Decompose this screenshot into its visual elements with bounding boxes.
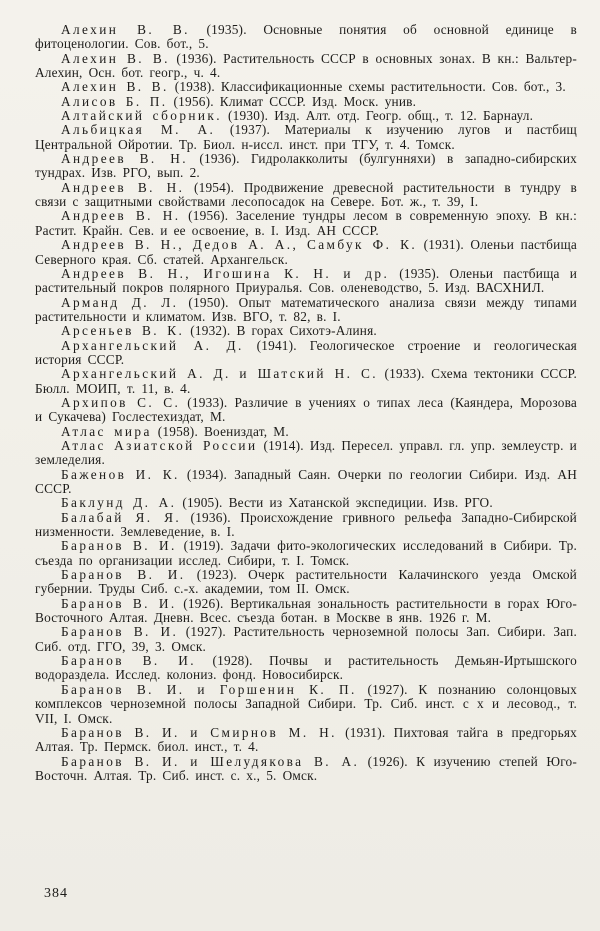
bibliography-entry: [35, 496, 577, 510]
entry-text: (1958). Воениздат, М.: [151, 423, 289, 439]
entry-text: (1930). Изд. Алт. отд. Геогр. общ., т. 12. Барнаул.: [222, 108, 534, 124]
entry-text: (1927). Растительность черноземной полосы Зап. Сибири. Зап. Сиб. отд. ГГО, 39, 3. Омск.: [35, 624, 577, 654]
entry-author: Алехин В. В.: [61, 22, 190, 37]
entry-text: (1950). Опыт математического анализа связи между типами растительности и климатом. Изв. ВГО, т. 82, в. I.: [35, 294, 577, 324]
bibliography-entry: [35, 597, 577, 626]
entry-text: (1926). Вертикальная зональность растительности в горах Юго-Восточного Алтая. Дневн. Всес. съезда ботан. в Москве в янв. 1926 г. М.: [35, 595, 577, 626]
bibliography-entry: [35, 80, 577, 94]
entry-text: (1954). Продвижение древесной растительности в тундру в связи с защитными свойствами лесопосадок на Севере. Бот. ж., т. 39, I.: [35, 179, 577, 210]
bibliography-entry: [35, 625, 577, 654]
bibliography-entry: [35, 396, 577, 425]
bibliography-entry: [35, 209, 577, 238]
entry-text: (1923). Очерк растительности Калачинского уезда Омской губернии. Труды Сиб. с.-х. академии, том II. Омск.: [35, 567, 577, 597]
entry-author: Алехин В. В.: [61, 79, 169, 95]
bibliography-entry: [35, 52, 577, 81]
entry-text: (1933). Различие в учениях о типах леса (Каяндера, Морозова и Сукачева) Гослестехиздат, М.: [35, 394, 577, 425]
bibliography-entry: [35, 439, 577, 468]
entry-author: Андреев В. Н.: [61, 179, 185, 195]
entry-author: Баранов В. И. и Шелудякова В. А.: [61, 753, 360, 769]
entry-text: (1933). Схема тектоники СССР. Бюлл. МОИП, т. 11, в. 4.: [35, 366, 577, 396]
bibliography-entry: [35, 339, 577, 368]
bibliography-entry: [35, 683, 577, 726]
bibliography-entry: [35, 755, 577, 784]
entry-text: (1936). Растительность СССР в основных зонах. В кн.: Вальтер-Алехин, Осн. бот. геогр., ч. 4.: [35, 50, 577, 81]
entry-author: Алехин В. В.: [61, 50, 170, 66]
entry-text: (1928). Почвы и растительность Демьян-Иртышского водораздела. Исслед. колониз. фонд. Новосибирск.: [35, 653, 577, 683]
entry-author: Арманд Д. Л.: [61, 294, 179, 310]
entry-author: Баранов В. И. и Горшенин К. П.: [61, 681, 357, 697]
entry-text: (1932). В горах Сихотэ-Алиня.: [184, 323, 377, 339]
entry-text: (1934). Западный Саян. Очерки по геологии Сибири. Изд. АН СССР.: [35, 466, 577, 496]
entry-text: (1937). Материалы к изучению лугов и пастбищ Центральной Ойротии. Тр. Биол. н-иссл. инст. при ТГУ, т. 4. Томск.: [35, 122, 577, 152]
bibliography-entry: [35, 152, 577, 181]
entry-author: Баженов И. К.: [61, 466, 180, 482]
entry-text: (1941). Геологическое строение и геологическая история СССР.: [35, 337, 577, 367]
bibliography-entry: [35, 468, 577, 497]
entry-text: (1956). Заселение тундры лесом в современную эпоху. В кн.: Растит. Крайн. Сев. и ее освоение, в. I. Изд. АН СССР.: [35, 208, 577, 238]
entry-text: (1935). Оленьи пастбища и растительный покров полярного Приуралья. Сов. оленеводство, 5. Изд. ВАСХНИЛ.: [35, 265, 578, 296]
entry-author: Архангельский А. Д. и Шатский Н. С.: [61, 366, 379, 382]
entry-author: Атлас мира: [61, 423, 152, 439]
bibliography-entry: [35, 511, 577, 540]
bibliography-entry: [35, 568, 577, 597]
entry-text: (1905). Вести из Хатанской экспедиции. Изв. РГО.: [176, 495, 493, 511]
entry-author: Баранов В. И.: [61, 653, 197, 669]
bibliography-entry: [35, 267, 577, 296]
entry-author: Алтайский сборник.: [61, 108, 222, 124]
entry-author: Балабай Я. Я.: [61, 509, 182, 525]
bibliography-entry: [35, 123, 577, 152]
entry-author: Баранов В. И.: [61, 538, 177, 554]
entry-author: Баклунд Д. А.: [61, 495, 177, 511]
bibliography-entry: [35, 109, 577, 123]
entry-text: (1936). Происхождение гривного рельефа Западно-Сибирской низменности. Землеведение, в. I.: [35, 509, 577, 540]
bibliography-entry: [35, 425, 577, 439]
entry-author: Андреев В. Н., Дедов А. А., Самбук Ф. К.: [61, 237, 418, 253]
entry-author: Альбицкая М. А.: [61, 122, 216, 138]
bibliography-entry: [35, 324, 577, 338]
entry-text: (1956). Климат СССР. Изд. Моск. унив.: [167, 93, 417, 109]
entry-author: Баранов В. И.: [61, 595, 177, 611]
bibliography-entry: [35, 654, 577, 683]
entry-text: (1935). Основные понятия об основной единице в фитоценологии. Сов. бот., 5.: [35, 22, 577, 52]
entry-text: (1936). Гидролакколиты (булгунняхи) в западно-сибирских тундрах. Изв. РГО, вып. 2.: [35, 151, 577, 181]
entry-text: (1927). К познанию солонцовых комплексов черноземной полосы Западной Сибири. Тр. Сиб. инст. с х и лесовод., т. VII, I. Омск.: [35, 681, 577, 726]
entry-author: Арсеньев В. К.: [61, 323, 185, 339]
entry-author: Алисов Б. П.: [61, 93, 168, 109]
bibliography-entry: [35, 726, 577, 755]
bibliography-entry: [35, 23, 577, 52]
bibliography-entry: [35, 95, 577, 109]
entry-text: (1931). Оленьи пастбища Северного края. Сб. статей. Архангельск.: [35, 237, 577, 267]
entry-author: Архипов С. С.: [61, 394, 181, 410]
entry-text: (1931). Пихтовая тайга в предгорьях Алтая. Тр. Пермск. биол. инст., т. 4.: [35, 724, 578, 755]
entry-author: Андреев В. Н.: [61, 151, 188, 167]
entry-text: (1914). Изд. Пересел. управл. гл. упр. землеустр. и земледелия.: [35, 437, 577, 468]
bibliography-entry: [35, 181, 577, 210]
bibliography-entry: [35, 539, 577, 568]
entry-author: Баранов В. И.: [61, 567, 186, 583]
entry-text: (1926). К изучению степей Юго-Восточн. Алтая. Тр. Сиб. инст. с. х., 5. Омск.: [35, 753, 577, 783]
bibliography-list: [35, 23, 577, 783]
bibliography-entry: [35, 296, 577, 325]
bibliography-entry: [35, 367, 577, 396]
entry-author: Андреев В. Н., Игошина К. Н. и др.: [61, 265, 390, 281]
bibliography-entry: [35, 238, 577, 267]
entry-author: Баранов В. И. и Смирнов М. Н.: [61, 724, 337, 740]
entry-author: Андреев В. Н.: [61, 208, 181, 224]
entry-author: Архангельский А. Д.: [61, 337, 244, 353]
entry-text: (1938). Классификационные схемы растительности. Сов. бот., 3.: [168, 79, 566, 95]
entry-author: Атлас Азиатской России: [61, 437, 258, 453]
entry-author: Баранов В. И.: [61, 624, 179, 640]
page-number: 384: [44, 886, 68, 901]
entry-text: (1919). Задачи фито-экологических исследований в Сибири. Тр. съезда по организации исслед. Сибири, т. I. Томск.: [35, 538, 577, 568]
